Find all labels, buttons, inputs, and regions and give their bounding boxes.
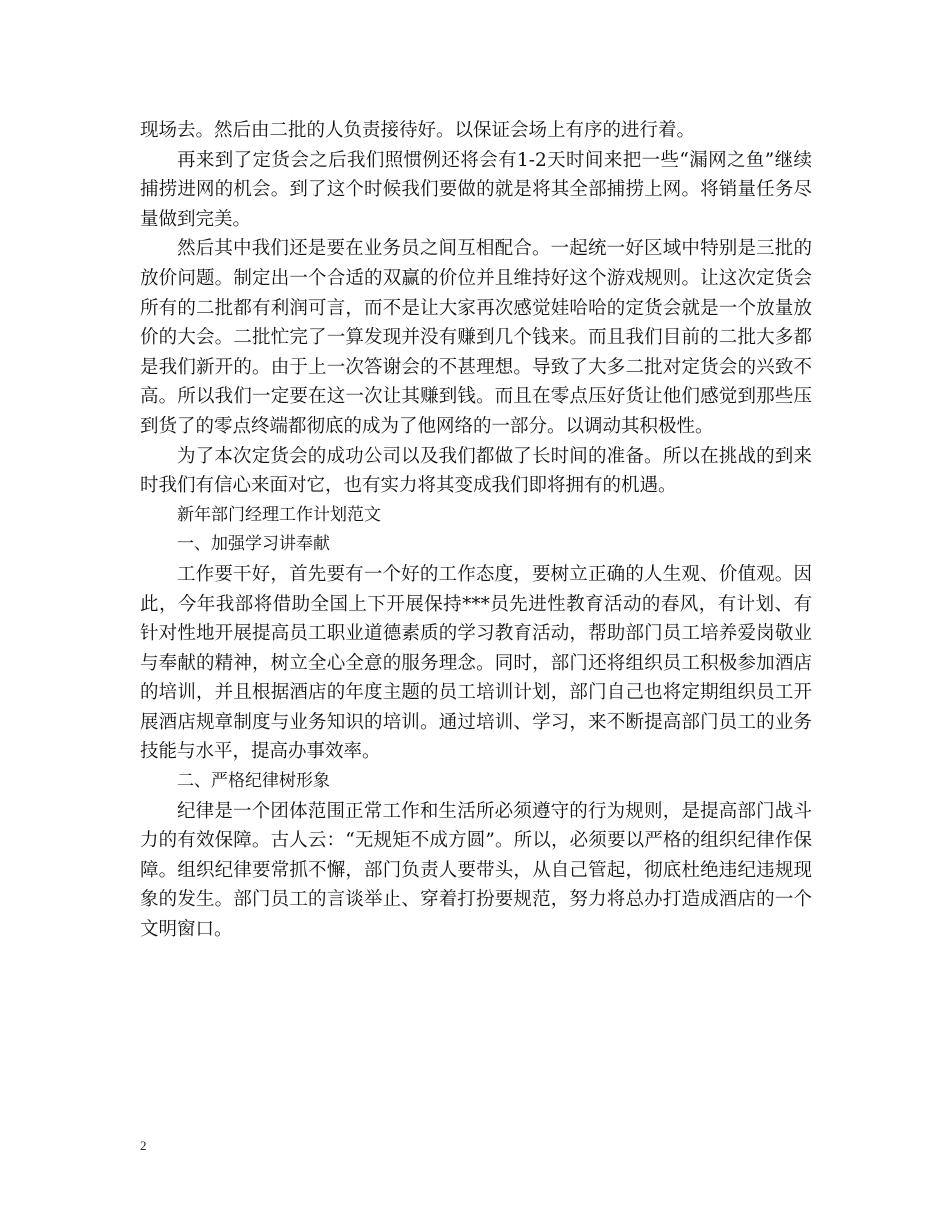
paragraph-body: 工作要干好，首先要有一个好的工作态度，要树立正确的人生观、价值观。因此，今年我部将借助全国上下开展保持***员先进性教育活动的春风，有计划、有针对性地开展提高员工职业道德素质的学习教育活动，帮助部门员工培养爱岗敬业与奉献的精神，树立全心全意的服务理念。同时，部门还将组织员工积极参加酒店的培训，并且根据酒店的年度主题的员工培训计划，部门自己也将定期组织员工开展酒店规章制度与业务知识的培训。通过培训、学习，来不断提高部门员工的业务技能与水平，提高办事效率。: [140, 563, 812, 763]
paragraph-body: 纪律是一个团体范围正常工作和生活所必须遵守的行为规则，是提高部门战斗力的有效保障。古人云：“无规矩不成方圆”。所以，必须要以严格的组织纪律作保障。组织纪律要常抓不懈，部门负责人要带头，从自己管起，彻底杜绝违纪违规现象的发生。部门员工的言谈举止、穿着打扮要规范，努力将总办打造成酒店的一个文明窗口。: [140, 800, 812, 941]
paragraph-body: 为了本次定货会的成功公司以及我们都做了长时间的准备。所以在挑战的到来时我们有信心来面对它，也有实力将其变成我们即将拥有的机遇。: [140, 445, 812, 497]
section-heading: 二、严格纪律树形象: [177, 771, 330, 792]
page-number: 2: [140, 1138, 147, 1153]
document-body: [140, 116, 812, 945]
paragraph-body: 再来到了定货会之后我们照惯例还将会有1-2天时间来把一些“漏网之鱼”继续捕捞进网的机会。到了这个时候我们要做的就是将其全部捕捞上网。将销量任务尽量做到完美。: [140, 149, 812, 230]
paragraph-body: 然后其中我们还是要在业务员之间互相配合。一起统一好区域中特别是三批的放价问题。制定出一个合适的双赢的价位并且维持好这个游戏规则。让这次定货会所有的二批都有利润可言，而不是让大家再次感觉娃哈哈的定货会就是一个放量放价的大会。二批忙完了一算发现并没有赚到几个钱来。而且我们目前的二批大多都是我们新开的。由于上一次答谢会的不甚理想。导致了大多二批对定货会的兴致不高。所以我们一定要在这一次让其赚到钱。而且在零点压好货让他们感觉到那些压到货了的零点终端都彻底的成为了他网络的一部分。以调动其积极性。: [140, 238, 812, 437]
section-title: 新年部门经理工作计划范文: [177, 504, 381, 525]
section-heading: 一、加强学习讲奉献: [177, 534, 330, 555]
paragraph-continuation: 现场去。然后由二批的人负责接待好。以保证会场上有序的进行着。: [140, 120, 696, 141]
